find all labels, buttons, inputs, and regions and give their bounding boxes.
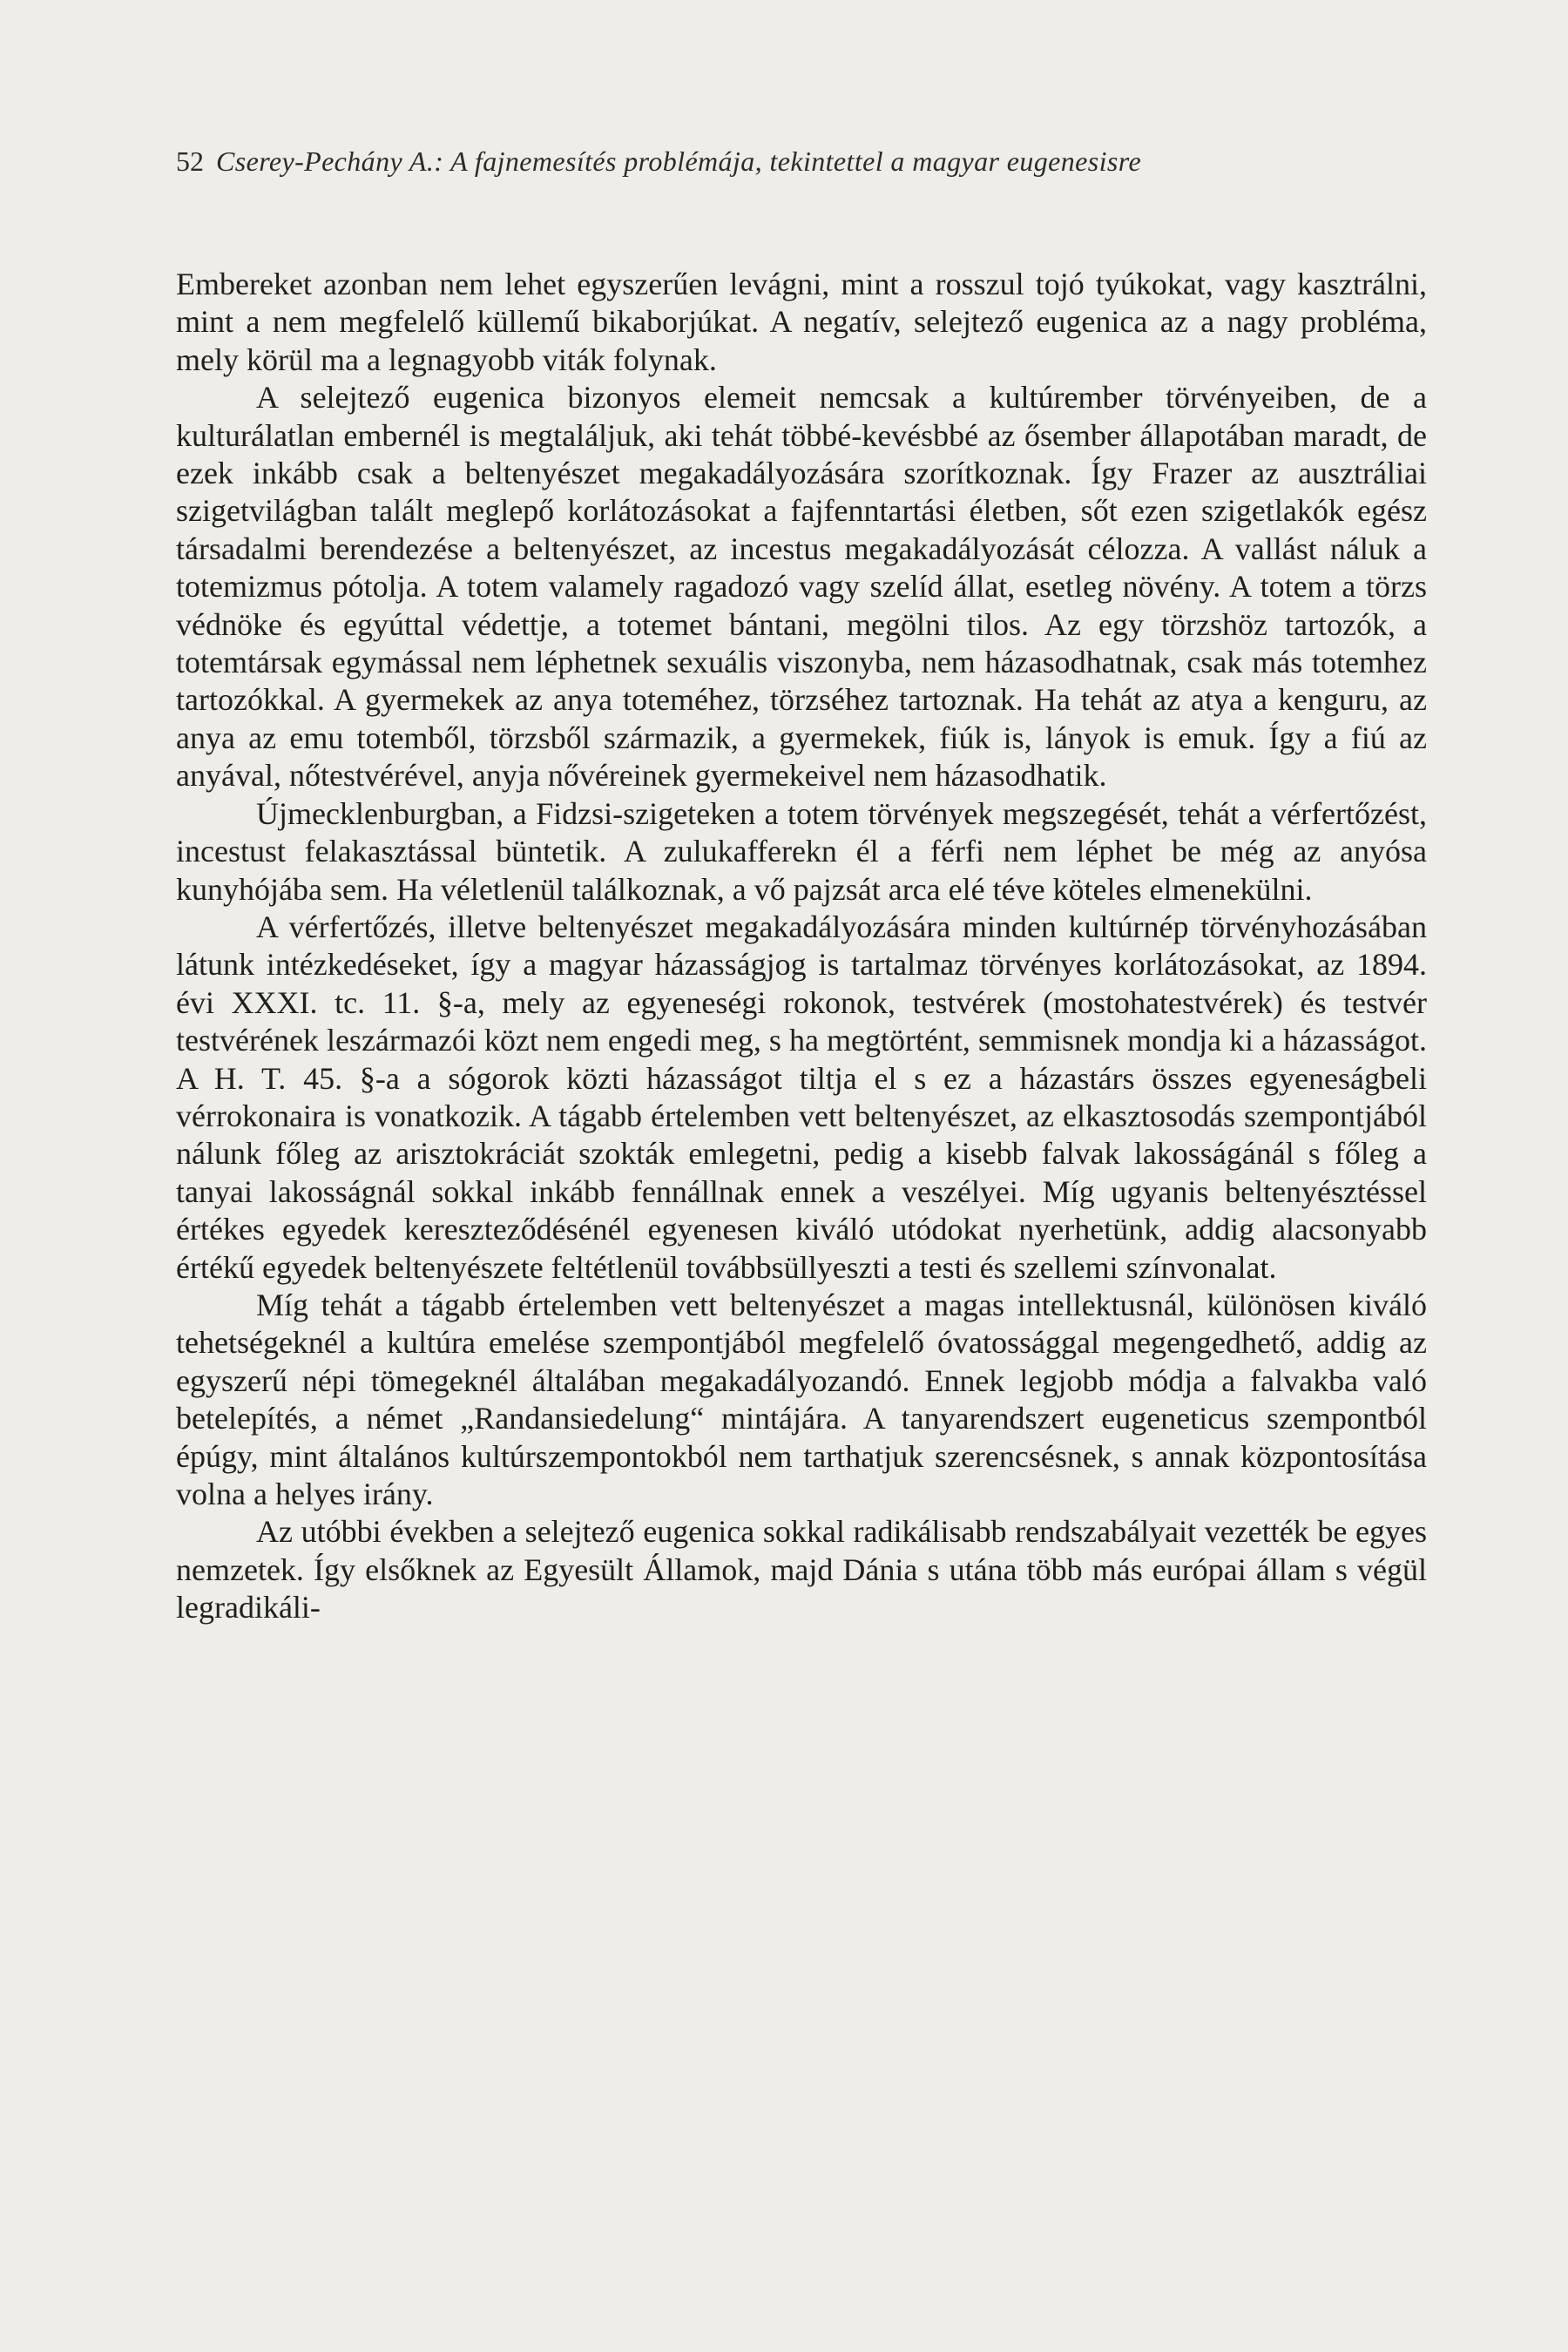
paragraph-5: Míg tehát a tágabb értelemben vett beltenyészet a magas intellektusnál, különösen kiváló tehetségeknél a kultúra emelése szempontjából megfelelő óvatossággal megengedhető, addig az egyszerű népi tömegeknél általában megakadályozandó. Ennek legjobb módja a falvakba való betelepítés, a német „Randansiedelung“ mintájára. A tanyarendszert eugeneticus szempontból épúgy, mint általános kultúrszempontokból nem tarthatjuk szerencsésnek, s annak központosítása volna a helyes irány. <box>176 1287 1427 1511</box>
body-text <box>176 266 1427 1627</box>
paragraph-6: Az utóbbi években a selejtező eugenica sokkal radikálisabb rendszabályait vezették be egyes nemzetek. Így elsőknek az Egyesült Államok, majd Dánia s utána több más európai állam s végül legradikáli- <box>176 1514 1427 1625</box>
paragraph-2: A selejtező eugenica bizonyos elemeit nemcsak a kultúrember törvényeiben, de a kulturálatlan embernél is megtaláljuk, aki tehát többé-kevésbbé az ősember állapotában maradt, de ezek inkább csak a beltenyészet megakadályozására szorítkoznak. Így Frazer az ausztráliai szigetvilágban talált meglepő korlátozásokat a fajfenntartási életben, sőt ezen szigetlakók egész társadalmi berendezése a beltenyészet, az incestus megakadályozását célozza. A vallást náluk a totemizmus pótolja. A totem valamely ragadozó vagy szelíd állat, esetleg növény. A totem a törzs védnöke és egyúttal védettje, a totemet bántani, megölni tilos. Az egy törzshöz tartozók, a totemtársak egymással nem léphetnek sexuális viszonyba, nem házasodhatnak, csak más totemhez tartozókkal. A gyermekek az anya toteméhez, törzséhez tartoznak. Ha tehát az atya a kenguru, az anya az emu totemből, törzsből származik, a gyermekek, fiúk is, lányok is emuk. Így a fiú az anyával, nőtestvérével, anyja nővéreinek gyermekeivel nem házasodhatik. <box>176 380 1427 794</box>
running-title: Cserey-Pechány A.: A fajnemesítés problémája, tekintettel a magyar eugenesisre <box>216 145 1142 177</box>
running-header <box>176 144 1430 179</box>
paragraph-1: Embereket azonban nem lehet egyszerűen levágni, mint a rosszul tojó tyúkokat, vagy kasztrálni, mint a nem megfelelő küllemű bikaborjúkat. A negatív, selejtező eugenica az a nagy probléma, mely körül ma a legnagyobb viták folynak. <box>176 267 1427 377</box>
paragraph-4: A vérfertőzés, illetve beltenyészet megakadályozására minden kultúrnép törvényhozásában látunk intézkedéseket, így a magyar házasságjog is tartalmaz törvényes korlátozásokat, az 1894. évi XXXI. tc. 11. §-a, mely az egyeneségi rokonok, testvérek (mostohatestvérek) és testvér testvérének leszármazói közt nem engedi meg, s ha megtörtént, semmisnek mondja ki a házasságot. A H. T. 45. §-a a sógorok közti házasságot tiltja el s ez a házastárs összes egyeneságbeli vérrokonaira is vonatkozik. A tágabb értelemben vett beltenyészet, az elkasztosodás szempontjából nálunk főleg az arisztokráciát szokták emlegetni, pedig a kisebb falvak lakosságánál s főleg a tanyai lakosságnál sokkal inkább fennállnak ennek a veszélyei. Míg ugyanis beltenyésztéssel értékes egyedek kereszteződésénél egyenesen kiváló utódokat nyerhetünk, addig alacsonyabb értékű egyedek beltenyészete feltétlenül továbbsüllyeszti a testi és szellemi színvonalat. <box>176 909 1427 1285</box>
paragraph-3: Újmecklenburgban, a Fidzsi-szigeteken a totem törvények megszegését, tehát a vérfertőzést, incestust felakasztással büntetik. A zulukafferekn él a férfi nem léphet be még az anyósa kunyhójába sem. Ha véletlenül találkoznak, a vő pajzsát arca elé téve köteles elmenekülni. <box>176 795 1427 907</box>
page-number: 52 <box>176 145 204 177</box>
